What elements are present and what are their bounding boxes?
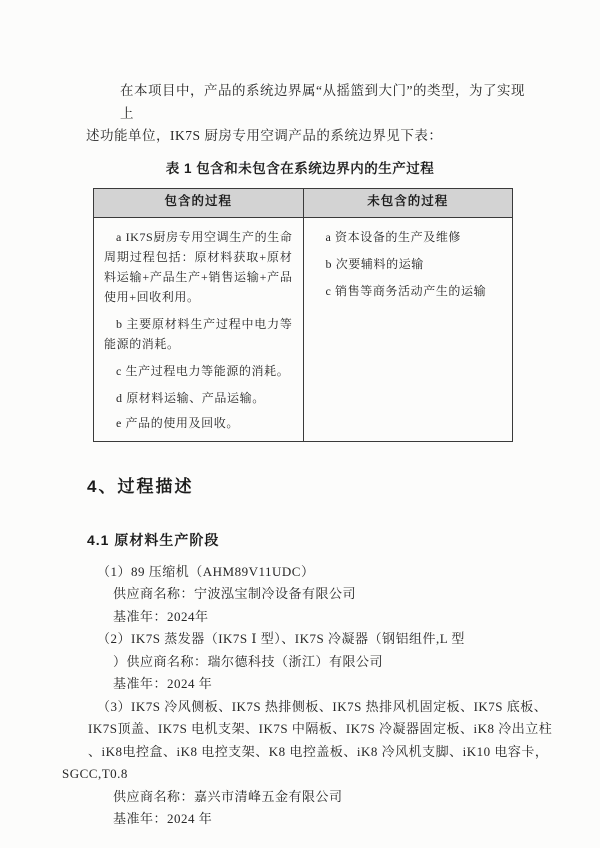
table-header-included: 包含的过程 (94, 188, 304, 217)
included-entry: e 产品的使用及回收。 (116, 415, 239, 430)
intro-line-1: 在本项目中，产品的系统边界属“从摇篮到大门”的类型，为了实现上 (120, 83, 525, 121)
included-entry: a IK7S厨房专用空调生产的生命周期过程包括：原材料获取+原材料运输+产品生产+销售运输+产品使用+回收利用。 (104, 229, 293, 304)
material-item-3-supplier: 供应商名称：嘉兴市清峰五金有限公司 (113, 788, 343, 804)
material-item-2-supplier: ）供应商名称：瑞尔德科技（浙江）有限公司 (113, 653, 384, 669)
material-item-2-title: （2）IK7S 蒸发器（IK7S Ⅰ 型）、IK7S 冷凝器（钢铝组件,L 型 (97, 631, 465, 646)
material-item-1-title: （1）89 压缩机（AHM89V11UDC） (97, 563, 315, 579)
excluded-entry: a 资本设备的生产及维修 (325, 229, 462, 244)
excluded-entry: b 次要辅料的运输 (325, 256, 424, 271)
material-item-3-line-3: 、iK8电控盒、iK8 电控支架、K8 电控盖板、iK8 冷风机支脚、iK10 电容卡， (88, 743, 549, 759)
included-entry: d 原材料运输、产品运输。 (116, 390, 265, 405)
table-header-row (94, 188, 513, 217)
included-entry: b 主要原材料生产过程中电力等能源的消耗。 (104, 316, 293, 351)
material-item-2-base-year: 基准年：2024 年 (113, 676, 213, 691)
system-boundary-table (93, 188, 513, 442)
material-item-3-title: （3）IK7S 冷风侧板、IK7S 热排侧板、IK7S 热排风机固定板、IK7S 底板、 (97, 698, 548, 714)
material-item-3-line-4: SGCC,T0.8 (62, 766, 128, 781)
subsection-heading-raw-material-stage: 4.1 原材料生产阶段 (87, 531, 220, 548)
intro-line-2: 述功能单位，IK7S 厨房专用空调产品的系统边界见下表： (86, 128, 443, 143)
material-item-3-line-2: IK7S顶盖、IK7S 电机支架、IK7S 中隔板、IK7S 冷凝器固定板、iK8 冷出立柱 (88, 721, 553, 736)
excluded-entry: c 销售等商务活动产生的运输 (325, 283, 487, 298)
section-heading-process-description: 4、过程描述 (87, 476, 194, 496)
material-item-1-supplier: 供应商名称：宁波泓宝制冷设备有限公司 (113, 586, 357, 601)
excluded-processes-cell (303, 217, 513, 441)
table-body-row (94, 217, 513, 441)
material-item-3-base-year: 基准年：2024 年 (113, 811, 213, 826)
material-item-1-base-year: 基准年：2024年 (113, 608, 209, 624)
included-entry: c 生产过程电力等能源的消耗。 (116, 363, 290, 378)
intro-paragraph (86, 80, 538, 148)
table-caption: 表 1 包含和未包含在系统边界内的生产过程 (165, 160, 435, 176)
raw-material-list (0, 561, 600, 831)
included-processes-cell (94, 217, 304, 441)
table-header-excluded: 未包含的过程 (303, 188, 513, 217)
